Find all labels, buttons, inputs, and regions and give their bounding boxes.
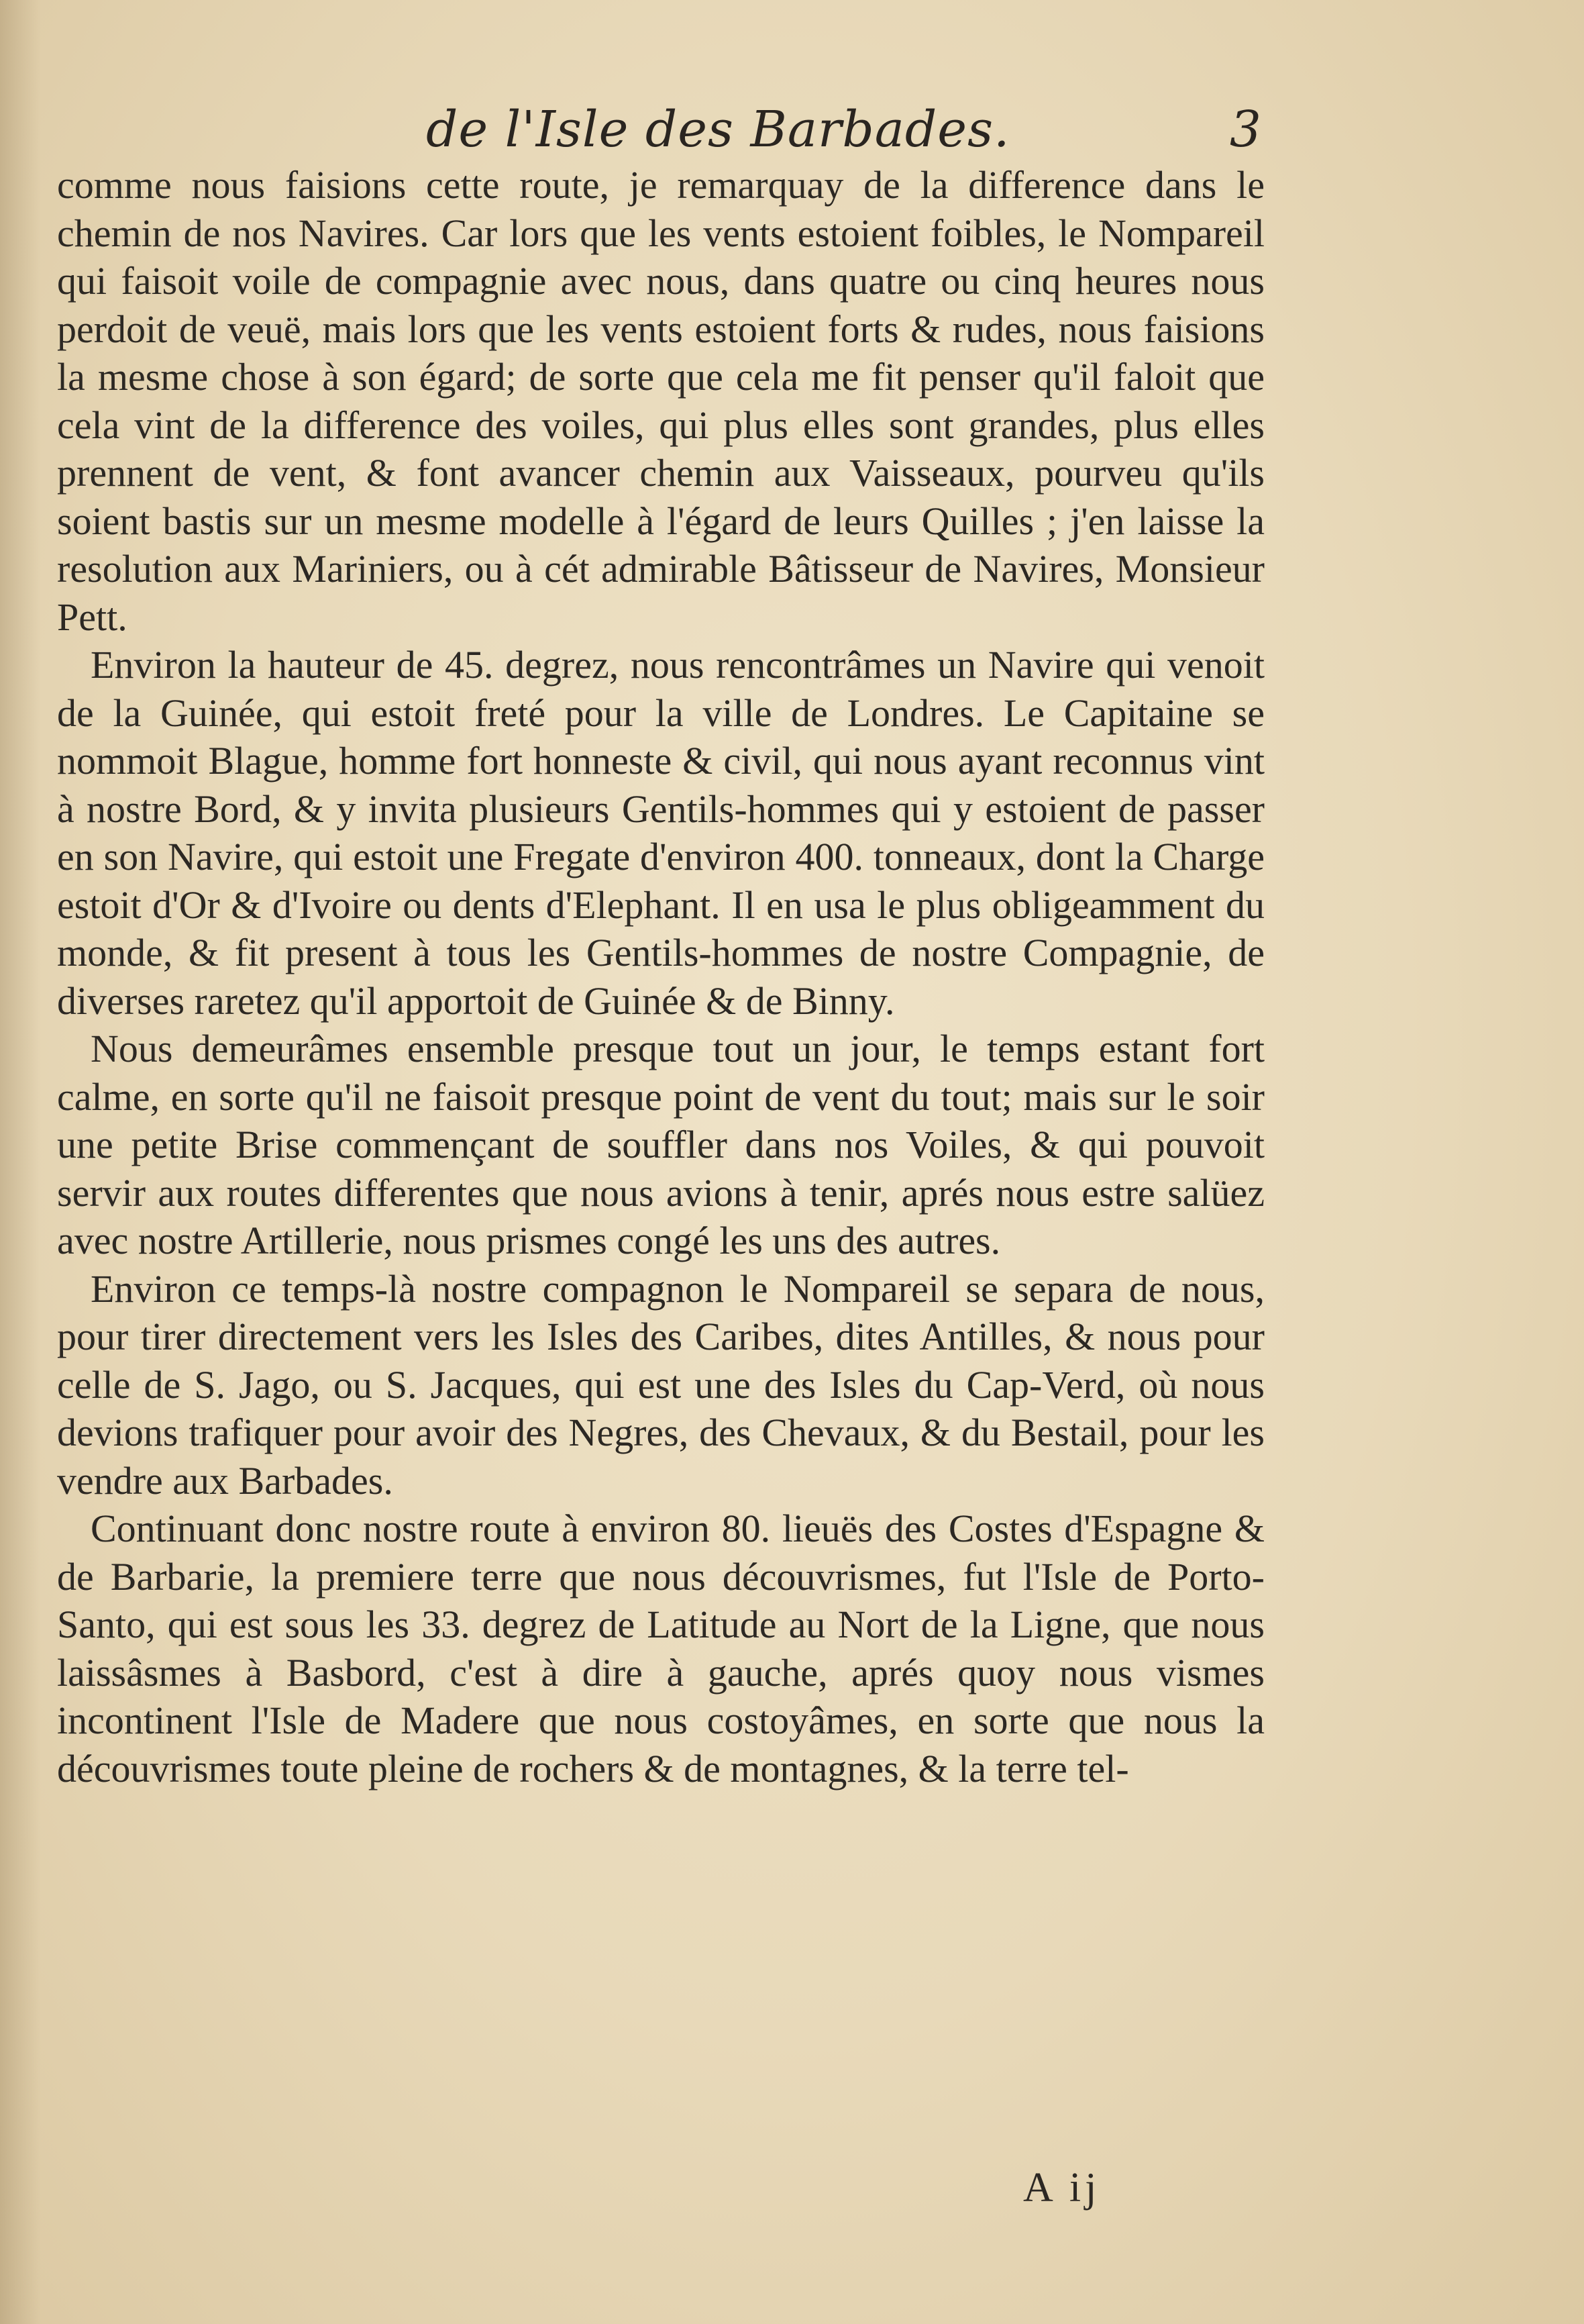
page-number: 3 (1229, 101, 1261, 158)
paragraph: Nous demeurâmes ensemble presque tout un jour, le temps estant fort calme, en sorte qu'il ne faisoit presque point de vent du tout; mais sur le soir une petite Brise commençant de souffler dans nos Voiles, & qui pouvoit servir aux routes differentes que nous avions à tenir, aprés nous estre salüez avec nostre Artillerie, nous prismes congé les uns des autres. (57, 1027, 1265, 1262)
paragraph: comme nous faisions cette route, je remarquay de la difference dans le chemin de nos Navires. Car lors que les vents estoient foibles, le Nompareil qui faisoit voile de compagnie avec nous, dans quatre ou cinq heures nous perdoit de veuë, mais lors que les vents estoient forts & rudes, nous faisions la mesme chose à son égard; de sorte que cela me fit penser qu'il faloit que cela vint de la difference des voiles, qui plus elles sont grandes, plus elles prennent de vent, & font avancer chemin aux Vaisseaux, pourveu qu'ils soient bastis sur un mesme modelle à l'égard de leurs Quilles ; j'en laisse la resolution aux Mariniers, ou à cét admirable Bâtisseur de Navires, Monsieur Pett. (57, 163, 1265, 639)
signature-mark: A ij (1023, 2165, 1101, 2211)
running-title: de l'Isle des Barbades. (426, 101, 1010, 158)
body-text (57, 161, 1265, 1792)
paragraph: Environ ce temps-là nostre compagnon le Nompareil se separa de nous, pour tirer directement vers les Isles des Caribes, dites Antilles, & nous pour celle de S. Jago, ou S. Jacques, qui est une des Isles du Cap-Verd, où nous devions trafiquer pour avoir des Negres, des Chevaux, & du Bestail, pour les vendre aux Barbades. (57, 1266, 1265, 1503)
paragraph: Continuant donc nostre route à environ 80. lieuës des Costes d'Espagne & de Barbarie, la premiere terre que nous découvrismes, fut l'Isle de Porto-Santo, qui est sous les 33. degrez de Latitude au Nort de la Ligne, que nous laissâsmes à Basbord, c'est à dire à gauche, aprés quoy nous vismes incontinent l'Isle de Madere que nous costoyâmes, en sorte que nous la découvrismes toute pleine de rochers & de montagnes, & la terre tel- (57, 1507, 1265, 1790)
paragraph: Environ la hauteur de 45. degrez, nous rencontrâmes un Navire qui venoit de la Guinée, qui estoit freté pour la ville de Londres. Le Capitaine se nommoit Blague, homme fort honneste & civil, qui nous ayant reconnus vint à nostre Bord, & y invita plusieurs Gentils-hommes qui y estoient de passer en son Navire, qui estoit une Fregate d'environ 400. tonneaux, dont la Charge estoit d'Or & d'Ivoire ou dents d'Elephant. Il en usa le plus obligeamment du monde, & fit present à tous les Gentils-hommes de nostre Compagnie, de diverses raretez qu'il apportoit de Guinée & de Binny. (57, 643, 1265, 1023)
spine-shadow (0, 0, 40, 2324)
